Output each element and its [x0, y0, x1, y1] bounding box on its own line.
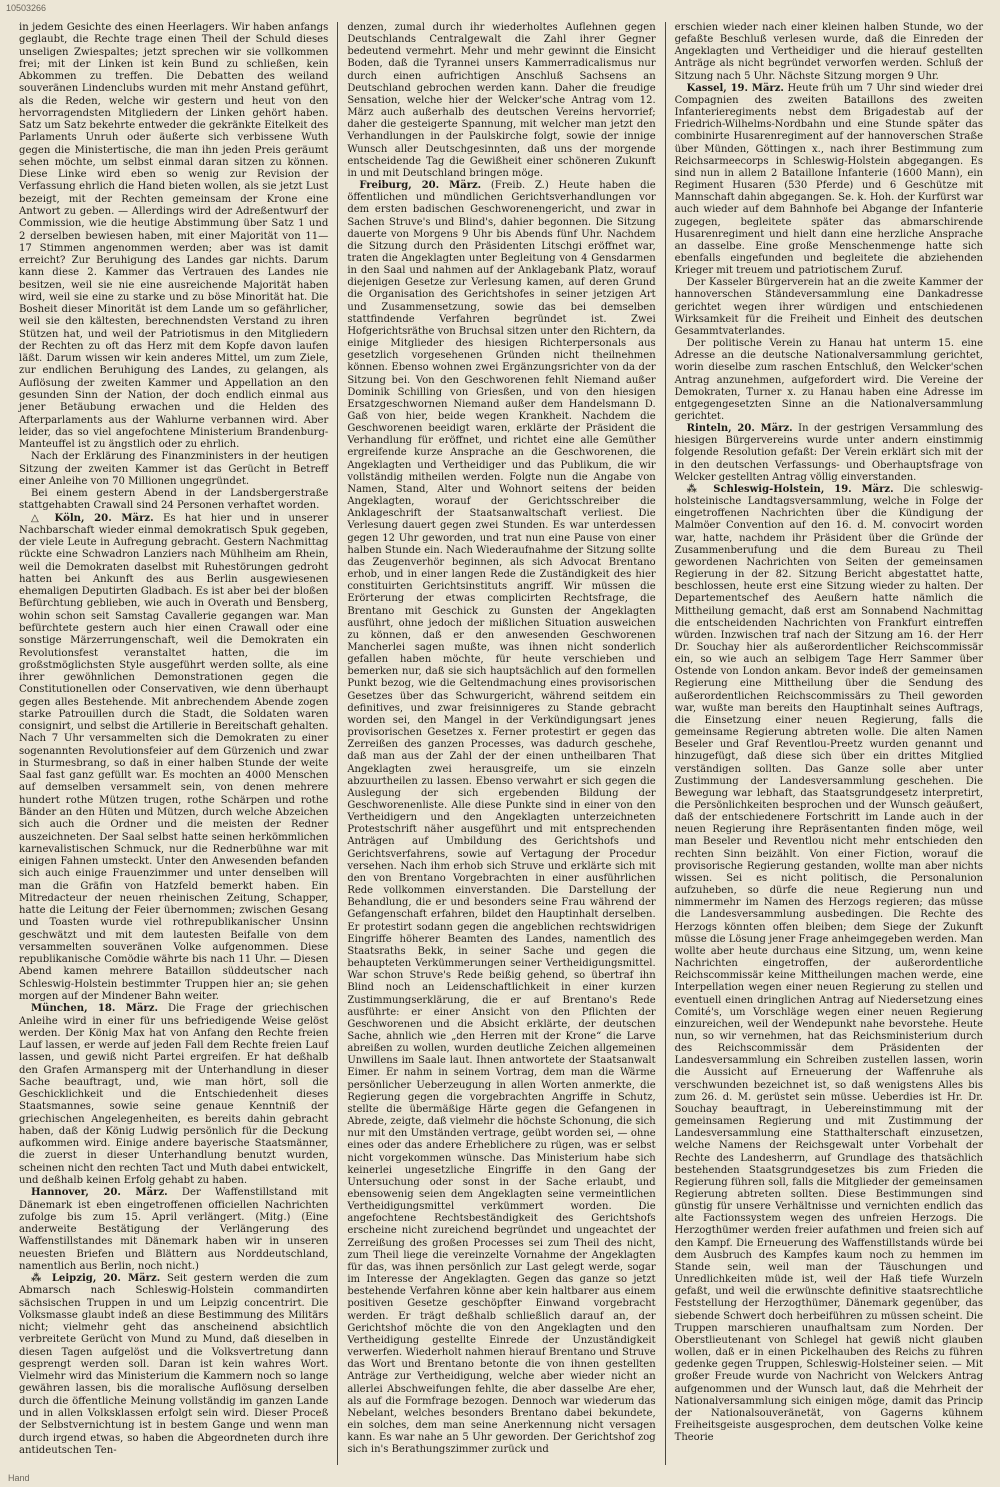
- article-paragraph: [675, 423, 983, 484]
- article-paragraph: [19, 1187, 328, 1273]
- article-columns: [10, 22, 992, 1465]
- footer-mark: Hand: [8, 1473, 30, 1483]
- dateline: Freiburg, 20. März.: [359, 180, 482, 192]
- article-paragraph: [19, 1273, 328, 1457]
- paragraph-text: Nach der Erklärung des Finanzministers in der heutigen Sitzung der zweiten Kammer ist das Gerücht in Betreff einer Anleihe von 70 Millionen ungegründet.: [19, 451, 329, 487]
- article-paragraph: [19, 513, 328, 1004]
- paragraph-text: Die Frage der griechischen Anleihe wird in einer für uns befriedigende Weise gelöst werden. Der König Max hat von Anfang den Rechte freien Lauf lassen, er werde auf jeden Fall dem Rechte freien Lauf lassen, und gewiß nicht Partei ergreifen. Er hat deßhalb den Grafen Armansperg mit der Unterhandlung in dieser Sache beauftragt, und, wie man hört, soll die Geschicklichkeit und die Entschiedenheit dieses Staatsmannes, sowie seine genaue Kenntniß der griechischen Angelegenheiten, es bereits dahin gebracht haben, daß der König Ludwig persönlich für die Deckung aufkommen wird. Einige andere bayerische Staatsmänner, die zuerst in dieser Unterhandlung benutzt wurden, scheinen nicht den rechten Tact und Muth dabei entwickelt, und deßhalb keinen Erfolg gehabt zu haben.: [19, 1003, 329, 1186]
- article-paragraph: [347, 22, 655, 180]
- page-id: 10503266: [6, 3, 47, 13]
- dateline: Hannover, 20. März.: [31, 1187, 168, 1199]
- paragraph-text: (Freib. Z.) Heute haben die öffentlichen und mündlichen Gerichtsverhandlungen vor dem ersten badischen Geschworenengericht, und zwar in Sachen Struve's und Blind's, dahier begonnen. Die Sitzung dauerte von Morgens 9 Uhr bis Abends fünf Uhr. Nachdem die Sitzung durch den Präsidenten Litschgi eröffnet war, traten die Angeklagten unter Begleitung von 4 Gensdarmen in den Saal und nahmen auf der Anklagebank Platz, worauf diejenigen Gesetze zur Verlesung kamen, auf deren Grund die Organisation des Gerichtshofes in seiner jetzigen Art und Zusammensetzung, sowie das bei demselben stattfindende Verfahren begründet ist. Zwei Hofgerichtsräthe von Bruchsal sitzen unter den Richtern, da einige Mitglieder des hiesigen Richterpersonals aus gesetzlich vorgesehenen Gründen nicht theilnehmen können. Ebenso wohnen zwei Ergänzungsrichter von da der Sitzung bei. Von den Geschworenen fehlt Niemand außer Dominik Schilling von Griesßen, und von den hiesigen Ersatzgeschwornen Niemand außer dem Handelsmann D. Gaß von hier, beide wegen Krankheit. Nachdem die Geschworenen beeidigt waren, erklärte der Präsident die Verhandlung für eröffnet, und richtet eine alle Gemüther ergreifende kurze Ansprache an die Geschworenen, die Angeklagten und Vertheidiger und das Publikum, die wir vollständig mitheilen werden. Folgte nun die Angabe von Namen, Stand, Alter und Wohnort seitens der beiden Angeklagten, worauf der Gerichtsschreiber die Anklageschrift der Staatsanwaltschaft verliest. Die Verlesung dauert gegen zwei Stunden. Es war unterdessen gegen 12 Uhr geworden, und trat nun eine Pause von einer halben Stunde ein. Nach Wiederaufnahme der Sitzung sollte das Zeugenverhör beginnen, als sich Advocat Brentano erhob, und in einer langen Rede die Zuständigkeit des hier constituirten Gerichtsinstituts angriff. Wir müssen die Erörterung der etwas complicirten Rechtsfrage, die Brentano mit Geschick zu Gunsten der Angeklagten ausführt, ohne jedoch der mißlichen Situation ausweichen zu können, daß er den anwesenden Geschworenen Mancherlei sagen mußte, was ihnen nicht sonderlich gefallen haben möchte, für heute verschieben und bemerken nur, daß sie sich hauptsächlich auf den formellen Punkt bezog, wie die Geltendmachung eines provisorischen Gesetzes über das Schwurgericht, während seitdem ein definitives, und zwar freisinnigeres zu Stande gebracht worden sei, den Mangel in der Verkündigungsart jenes provisorischen Gesetzes x. Ferner protestirt er gegen das Zerreißen des ganzen Processes, was dadurch geschehe, daß man aus der Zahl der der einen untheilbaren That Angeklagten zwei herausgreife, um sie einzeln abzuurtheilen zu lassen. Ebenso verwahrt er sich gegen die Auslegung der sich ergebenden Bildung der Geschworenenliste. Alle diese Punkte sind in einer von den Vertheidigern und den Angeklagten unterzeichneten Protestschrift näher ausgeführt und mit entsprechenden Anträgen auf Umbildung des Gerichtshofs und Gerichtsverfahrens, sowie auf Vertagung der Procedur versehen. Nach ihm erhob sich Struve und erklärte sich mit den von Brentano Vorgebrachten in einer ausführlichen Rede vollkommen einverstanden. Die Darstellung der Behandlung, die er und besonders seine Frau während der Gefangenschaft erfahren, bildet den Hauptinhalt derselben. Er protestirt sodann gegen die angeblichen rechtswidrigen Eingriffe höherer Beamten des Landes, namentlich des Staatsraths Bekk, in seiner Sache und gegen die behaupteten Verkümmerungen seiner Vertheidigungsmittel. War schon Struve's Rede beißig gehend, so übertraf ihn Blind noch an Leidenschaftlichkeit in einer kurzen Zustimmungserklärung, die er auf Brentano's Rede ausführte: er einer Ansicht von den Pflichten der Geschworenen und die Absicht erklärte, der deutschen Sache, ahnlich wie „den Herren mit der Krone“ die Larve abreißen zu wollen, wurden deutliche Zeichen allgemeinen Unwillens im Saale laut. Ihnen antwortete der Staatsanwalt Eimer. Er nahm in seinem Vortrag, dem man die Wärme persönlicher Ueberzeugung in allen Worten anmerkte, die Regierung gegen die vorgebrachten Angriffe in Schutz, stellte die übermäßige Härte gegen die Gefangenen in Abrede, zeigte, daß vielmehr die höchste Schonung, die sich nur mit den Umständen vertrage, geübt worden sei, — ohne eines oder das andere Erheblichere zu rügen, was er selbst nicht vorgekommen wünsche. Das Ministerium habe sich keinerlei ungesetzliche Eingriffe in den Gang der Untersuchung oder sonst in der Sache erlaubt, und ebensowenig seien dem Angeklagten seine vermeintlichen Vertheidigungsmittel verkümmert worden. Die angefochtene Rechtsbeständigkeit des Gerichtshofs erscheine nicht zureichend begründet und ungeachtet der Zerreißung des großen Processes sei zum Theil des nicht, zum Theil liege die vereinzelte Vornahme der Angeklagten für das, was ihnen persönlich zur Last gelegt werde, sogar im Interesse der Angeklagten. Gegen das ganze so jetzt bestehende Verfahren könne aber kein haltbarer aus einem positiven Gesetze geschöpfter Einwand vorgebracht werden. Er trägt deßhalb schließlich darauf an, der Gerichtshof möchte die von den Angeklagten und den Vertheidigung gestellte Einrede der Unzuständigkeit verwerfen. Wiederholt nahmen hierauf Brentano und Struve das Wort und Brentano betonte die von ihnen gestellten Anträge zur Vertheidigung, welche aber wieder nicht an allerlei Abschweifungen fehlte, die aber dasselbe Are eher, als auf die Formfrage bezogen. Dennoch war wiederum das Nebelant, welches besonders Brentano dabei bekundete, ein solches, dem man seine Anerkennung nicht versagen kann. Es war nahe an 5 Uhr geworden. Der Gerichtshof zog sich in's Berathungszimmer zurück und: [347, 180, 656, 1456]
- paragraph-text: Der Waffenstillstand mit Dänemark ist eben eingetroffenen officiellen Nachrichten zufolge bis zum 15. April verlängert. (Mitg.) (Eine anderweite Bestätigung der Verlängerung des Waffenstillstandes mit Dänemark haben wir in unseren neuesten Briefen und Blättern aus Norddeutschland, namentlich aus Berlin, noch nicht.): [19, 1187, 329, 1272]
- article-paragraph: [19, 1003, 328, 1187]
- paragraph-text: Der Kasseler Bürgerverein hat an die zweite Kammer der hannoverschen Ständeversammlung eine Dankadresse gerichtet wegen ihrer würdigen und entschiedenen Wirksamkeit für die Freiheit und Einheit des deutschen Gesammtvaterlandes.: [674, 277, 983, 337]
- article-paragraph: [19, 22, 328, 451]
- article-paragraph: [19, 488, 328, 513]
- dateline: ⁂ Leipzig, 20. März.: [31, 1273, 161, 1285]
- article-paragraph: [675, 277, 983, 338]
- article-paragraph: [675, 484, 983, 1444]
- paragraph-text: Heute früh um 7 Uhr sind wieder drei Compagnien des zweiten Bataillons des zweiten Infanterieregiments nebst dem Brigadestab auf der Friedrich-Wilhelms-Nordbahn und eine Stunde später das combinirte Husarenregiment auf der hannoverschen Straße über Münden, Göttingen x., nach ihrer Bestimmung zum Reichsarmeecorps in Schleswig-Holstein abgegangen. Es sind nun in allem 2 Bataillone Infanterie (1600 Mann), ein Regiment Husaren (530 Pferde) und 6 Geschütze mit Mannschaft dahin abgegangen. Se. k. Hoh. der Kurfürst war auch wieder auf dem Bahnhofe bei Abgange der Infanterie zugegen, begleitete später das abmarschirende Husarenregiment und hielt dann eine herzliche Ansprache an dasselbe. Eine große Menschenmenge hatte sich ebenfalls eingefunden und begleitete die abziehenden Krieger mit treuem und patriotischem Zuruf.: [674, 82, 983, 277]
- paragraph-text: denzen, zumal durch ihr wiederholtes Auflehnen gegen Deutschlands Centralgewalt die Zahl ihrer Gegner bedeutend vermehrt. Mehr und mehr gewinnt die Einsicht Boden, daß die Tyrannei unsers Kammerradicalismus nur durch einen aufrichtigen Anschluß Sachsens an Deutschland gebrochen werden kann. Daher die freudige Sensation, welche hier der Welcker'sche Antrag vom 12. März auch außerhalb des deutschen Vereins hervorrief; daher die gesteigerte Spannung, mit welcher man jetzt den Verhandlungen in der Paulskirche folgt, sowie der innige Wunsch aller Deutschgesinnten, daß uns der morgende entscheidende Tag die Gewißheit einer schöneren Zukunft in und mit Deutschland bringen möge.: [347, 22, 656, 179]
- column-right: [665, 22, 992, 1465]
- paragraph-text: in jedem Gesichte des einen Heerlagers. Wir haben anfangs geglaubt, die Rechte trage einen Theil der Schuld dieses unseligen Zwiespaltes; jetzt sprechen wir sie vollkommen frei; mit der Linken ist kein Bund zu schließen, kein Abkommen zu treffen. Die Debatten des weiland souveränen Lindenclubs wurden mit mehr Anstand geführt, als die Reden, welche wir gestern und heut von den hervorragendsten Mitgliedern der Linken gehört haben. Satz um Satz bekehrte entweder die gekränkte Eitelkeit des Parlaments Unruh oder äußerte sich verbissene Wuth gegen die Ministertische, die man ihn jeden Preis geräumt sehen möchte, um selbst einmal daran sitzen zu können. Diese Linke wird eben so wenig zur Revision der Verfassung ehrlich die Hand bieten wollen, als sie jetzt Lust bezeigt, mit der Rechten gemeinsam der Krone eine Antwort zu geben. — Allerdings wird der Adreßentwurf der Commission, wie die heutige Abstimmung über Satz 1 und 2 derselben bewiesen haben, mit einer Majorität von 11—17 Stimmen angenommen werden; aber was ist damit erreicht? Zur Beruhigung des Landes gar nichts. Darum kann diese 2. Kammer das Vertrauen des Landes nie besitzen, weil sie nie eine ausreichende Majorität haben wird, weil sie eine zu starke und zu böse Minorität hat. Die Bosheit dieser Minorität ist dem Lande um so gefährlicher, weil sie den kältesten, berechnendsten Verstand zu ihren Stützen hat, und weil der Patriotismus in den Mitgliedern der Rechten zu oft das Herz mit dem Kopfe davon laufen läßt. Darum wissen wir kein anderes Mittel, um zum Ziele, zur endlichen Beruhigung des Landes, zu gelangen, als Auflösung der zweiten Kammer und Appellation an den gesunden Sinn der Nation, der doch endlich einmal aus jener Betäubung erwachen und die Helden des Afterparlaments aus der Wahlurne verbannen wird. Aber leider, das so viel angefochtene Ministerium Brandenburg-Manteuffel ist zu ängstlich oder zu ehrlich.: [19, 22, 329, 451]
- paragraph-text: Bei einem gestern Abend in der Landsbergerstraße stattgehabten Crawall sind 24 Personen verhaftet worden.: [19, 488, 329, 512]
- dateline: München, 18. März.: [31, 1003, 158, 1015]
- paragraph-text: Die schleswig-holsteinische Landtagsversammlung, welche in Folge der eingetroffenen Nachrichten über die Kündigung der Malmöer Convention auf den 16. d. M. convocirt worden war, hatte, nachdem ihr Präsident über die Gründe der Zusammenberufung und die dem Bureau zu Theil gewordenen Nachrichten von Seiten der gemeinsamen Regierung in der 82. Sitzung Bericht abgestattet hatte, beschlossen, heute erst eine Sitzung wieder zu halten. Der Departementschef des Aeußern hatte nämlich die Mittheilung gemacht, daß erst am Sonnabend Nachmittag die entscheidenden Nachrichten von Frankfurt eintreffen würden. Inzwischen traf nach der Sitzung am 16. der Herr Dr. Souchay hier als außerordentlicher Reichscommissär ein, so wie auch an selbigem Tage Herr Sammer über Ostende von London ankam. Bevor indeß der gemeinsamen Regierung eine Mittheilung über die Sendung des außerordentlichen Reichscommissärs zu Theil geworden war, wußte man bereits den Hauptinhalt seines Auftrags, die Einsetzung einer neuen Regierung, falls die gemeinsame Regierung abtreten wolle. Die alten Namen Beseler und Graf Reventlou-Preetz wurden genannt und hinzugefügt, daß diese sich über ein drittes Mitglied verständigen sollten. Das Ganze solle aber unter Zustimmung der Landesversammlung geschehen. Die Bewegung war lebhaft, das Staatsgrundgesetz interpretirt, die Persönlichkeiten besprochen und der Wunsch geäußert, daß der entschiedenere Fortschritt im Lande auch in der neuen Regierung ihre Repräsentanten finden möge, weil man Beseler und Reventlou nicht mehr entschieden den rechten Sinn beizählt. Von einer Fiction, worauf die provisorische Regierung gestanden, wollte man aber nichts wissen. Sei es nicht politisch, die Personalunion aufzuheben, so dürfe die neue Regierung nun und nimmermehr im Namen des Herzogs regieren; das müsse die Landesversammlung ausbedingen. Die Rechte des Herzogs könnten offen bleiben; dem Siege der Zukunft müsse die Lösung jener Frage anheimgegeben werden. Man wollte aber heute durchaus eine Sitzung, um, wenn keine Nachrichten eingetroffen, der außerordentliche Reichscommissär keine Mittheilungen machen werde, eine Interpellation wegen einer neuen Regierung zu stellen und eventuell einen dringlichen Antrag auf Niedersetzung eines Comité's, um Vorschläge wegen einer neuen Regierung einzureichen, weil der Wendepunkt nahe bevorstehe. Heute nun, so wir vernehmen, hat das Reichsministerium durch des Reichscommissär dem Präsidenten der Landesversammlung ein Schreiben zustellen lassen, worin die Aussicht auf Erneuerung der Waffenruhe als verschwunden bezeichnet ist, so daß wenigstens Alles bis zum 26. d. M. gerüstet sein müsse. Ueberdies ist Hr. Dr. Souchay beauftragt, in Uebereinstimmung mit der gemeinsamen Regierung und mit Zustimmung der Landesversammlung eine Statthalterschaft einzusetzen, welche Namens der Reichsgewalt unter Vorbehalt der Rechte des Landesherrn, auf Grundlage des thatsächlich bestehenden Staatsgrundgesetzes bis zum Frieden die Regierung führen soll, falls die Mitglieder der gemeinsamen Regierung abtreten sollten. Diese Bestimmungen sind günstig für unsere Verhältnisse und vernichten endlich das alte Factionssystem wegen des unfreien Herzogs. Die Herzogthümer werden freier aufathmen und freien sich auf den Kampf. Die Erneuerung des Waffenstillstands würde bei dem Ausbruch des Kampfes kaum noch zu hemmen im Stande sein, weil man der Täuschungen und Unredlichkeiten müde ist, weil der Haß tiefe Wurzeln gefaßt, und weil die erwünschte definitive staatsrechtliche Feststellung der Herzogthümer, Dänemark gegenüber, das siebende Schwert doch herbeiführen zu müssen scheint. Die Truppen marschieren unaufhaltsam zum Norden. Der Oberstlieutenant von Schlegel hat gewiß nicht glauben wollen, daß er in einen Pickelhauben des Reichs zu führen gedenke gegen Truppen, Schleswig-Holsteiner seien. — Mit großer Freude wurde von Nachricht von Welckers Antrag aufgenommen und der Wunsch laut, daß die Mehrheit der Nationalversammlung sich einigen möge, damit das Princip der Nationalsouveränetät, von Gagerns kühnem Freiheitsgeiste ausgesprochen, dem deutschen Volke keine Theorie: [674, 483, 983, 1444]
- dateline: ⁂ Schleswig-Holstein, 19. März.: [686, 483, 894, 495]
- article-paragraph: [19, 451, 328, 488]
- column-left: [10, 22, 337, 1465]
- article-paragraph: [675, 83, 983, 278]
- paragraph-text: Der politische Verein zu Hanau hat unterm 15. eine Adresse an die deutsche Nationalversammlung gerichtet, worin dieselbe zum raschen Entschluß, den Welcker'schen Antrag anzunehmen, aufgefordert wird. Die Vereine der Demokraten, Turner x. zu Hanau haben eine Adresse im entgegengesetzten Sinne an die Nationalversammlung gerichtet.: [674, 338, 983, 422]
- paragraph-text: Seit gestern werden die zum Abmarsch nach Schleswig-Holstein commandirten sächsischen Truppen in und um Leipzig concentrirt. Die Volksmasse glaubt indeß an diese Bestimmung des Militärs nicht; vielmehr geht das anscheinend absichtlich verbreitete Gerücht von Mund zu Mund, daß dieselben in diesen Tagen aufgelöst und die Volksvertretung dann gesprengt werden soll. Daran ist kein wahres Wort. Vielmehr wird das Ministerium die Kammern noch so lange gewähren lassen, bis die moralische Auflösung derselben durch die öffentliche Meinung vollständig im ganzen Lande und in allen Volksklassen erfolgt sein wird. Dieser Proceß der Selbstvernichtung ist in bestem Gange und wenn man durch irgend etwas, so haben die Abgeordneten durch ihre antideutschen Ten-: [19, 1273, 329, 1456]
- dateline: Kassel, 19. März.: [686, 82, 784, 94]
- paragraph-text: erschien wieder nach einer kleinen halben Stunde, wo der gefaßte Beschluß verlesen wurde, daß die Einreden der Angeklagten und Vertheidiger und die hierauf gestellten Anträge als nicht begründet verworfen werden. Schluß der Sitzung nach 5 Uhr. Nächste Sitzung morgen 9 Uhr.: [674, 22, 983, 82]
- article-paragraph: [675, 338, 983, 423]
- article-paragraph: [675, 22, 983, 83]
- column-middle: [337, 22, 664, 1465]
- paragraph-text: In der gestrigen Versammlung des hiesigen Bürgervereins wurde unter andern einstimmig folgende Resolution gefaßt: Der Verein erklärt sich mit der in den deutschen Verfassungs- und Oberhauptsfrage von Welcker gestellten Antrag völlig einverstanden.: [674, 423, 984, 483]
- dateline: △ Köln, 20. März.: [31, 512, 154, 524]
- paragraph-text: Es hat hier und in unserer Nachbarschaft wieder einmal demokratisch Spuk gegeben, der viele Leute in Aufregung gebracht. Gestern Nachmittag rückte eine Schwadron Lanziers nach Mühlheim am Rhein, weil die Demokraten daselbst mit Ruhestörungen gedroht hatten bei Ankunft des aus Berlin ausgewiesenen ehemaligen Deputirten Gladbach. Es ist aber bei der bloßen Befürchtung geblieben, wie auch in Overath und Bensberg, wohin schon seit Samstag Cavallerie gegangen war. Man befürchtete gestern auch hier einen Crawall oder eine sonstige Märzerrungenschaft, weil die Demokraten ein Revolutionsfest veranstaltet hatten, die im großstmöglichsten Style ausgeführt werden sollte, als eine ihrer gewöhnlichen Demonstrationen gegen die Constitutionellen oder Conservativen, wie denn überhaupt gegen alles Bestehende. Mit anbrechendem Abende zogen starke Patrouillen durch die Stadt, die Soldaten waren consignirt, und selbst die Artillerie in Bereitschaft gehalten. Nach 7 Uhr versammelten sich die Demokraten zu einer sogenannten Revolutionsfeier auf dem Gürzenich und zwar in Sturmesbrang, so daß in einer halben Stunde der weite Saal fast ganz gefüllt war. Es mochten an 4000 Menschen auf demselben versammelt sein, von denen mehrere hundert rothe Mützen trugen, rothe Schärpen und rothe Bänder an den Hüten und Mützen, durch welche Abzeichen sich auch die Ordner und die meisten der Redner auszeichneten. Der Saal selbst hatte seinen herkömmlichen karnevalistischen Schmuck, nur die Rednerbühne war mit einigen Fahnen umsteckt. Unter den Anwesenden befanden sich auch einige Frauenzimmer und unter denselben will man die Gräfin von Hatzfeld bemerkt haben. Ein Mitredacteur der neuen rheinischen Zeitung, Schapper, hatte die Leitung der Feier übernommen; zwischen Gesang und Toasten wurde viel rothrepublikanischer Unsinn geschwätzt und mit dem lautesten Beifalle von dem versammelten souveränen Volke aufgenommen. Diese republikanische Comödie währte bis nach 11 Uhr. — Diesen Abend kamen mehrere Bataillon süddeutscher nach Schleswig-Holstein bestimmter Truppen hier an; sie gehen morgen auf der Mindener Bahn weiter.: [19, 512, 329, 1002]
- dateline: Rinteln, 20. März.: [686, 423, 793, 435]
- article-paragraph: [347, 180, 655, 1456]
